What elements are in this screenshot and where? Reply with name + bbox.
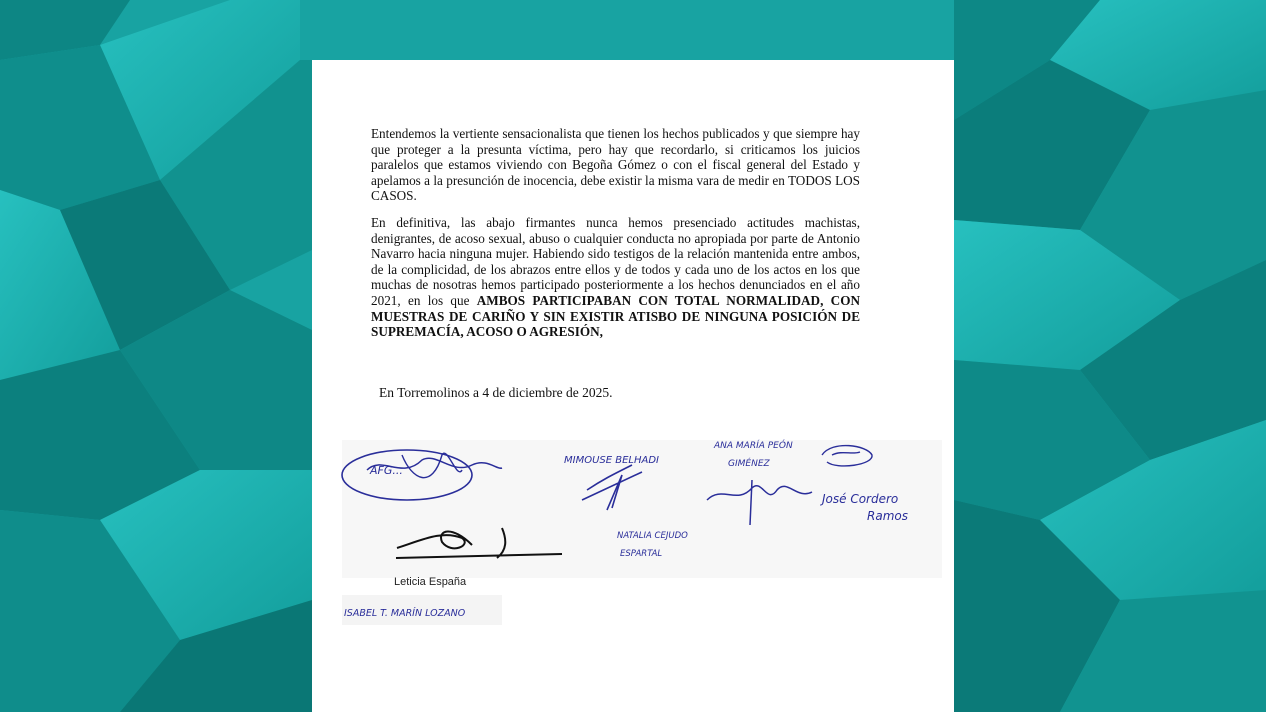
signature-4-name-line1: José Cordero — [822, 492, 899, 506]
signature-3-name-line2: GIMÉNEZ — [728, 459, 770, 469]
signature-4 — [820, 446, 908, 523]
signature-2-name: MIMOUSE BELHADI — [564, 455, 659, 466]
signature-6-label: Leticia España — [394, 576, 467, 588]
signature-7 — [344, 607, 466, 619]
signature-5-name-line2: ESPARTAL — [620, 549, 663, 559]
paragraph-1: Entendemos la vertiente sensacionalista que tienen los hechos publicados y que siempre hay que proteger a la presunta víctima, pero hay que recordarlo, si criticamos los juicios paralelos que estamos viviendo con Begoña Gómez o con el fiscal general del Estado y apelamos a la presunción de inocencia, debe existir la misma vara de medir en TODOS LOS CASOS. — [371, 126, 860, 204]
signature-3 — [707, 439, 812, 525]
signature-4-name-line2: Ramos — [867, 509, 908, 523]
signatures-layer — [312, 60, 954, 712]
signature-5 — [617, 531, 688, 559]
date-line: En Torremolinos a 4 de diciembre de 2025. — [379, 385, 613, 400]
signature-6 — [396, 528, 562, 558]
signature-7-name: ISABEL T. MARÍN LOZANO — [344, 608, 466, 619]
paragraph-2-bold: AMBOS PARTICIPABAN CON TOTAL NORMALIDAD, CON MUESTRAS DE CARIÑO Y SIN EXISTIR ATISBO DE NINGUNA POSICIÓN DE SUPREMACÍA, ACOSO O AGRESIÓN, — [371, 292, 860, 340]
paragraph-2-text: En definitiva, las abajo firmantes nunca hemos presenciado actitudes machistas, denigrantes, de acoso sexual, abuso o cualquier conducta no apropiada por parte de Antonio Navarro hacia ninguna mujer. Habiendo sido testigos de la relación mantenida entre ambos, de la complicidad, de los abrazos entre ellos y de todos y cada uno de los actos en los que muchas de nosotras hemos participado posteriormente a los hechos denunciados en el año 2021, en los que — [371, 215, 860, 308]
signature-3-name-line1: ANA MARÍA PEÓN — [714, 441, 793, 451]
signature-5-name-line1: NATALIA CEJUDO — [617, 531, 688, 541]
signature-1-text: AFG... — [370, 464, 403, 477]
signature-2 — [564, 455, 659, 510]
document-page — [312, 60, 954, 712]
signature-1 — [342, 450, 502, 500]
